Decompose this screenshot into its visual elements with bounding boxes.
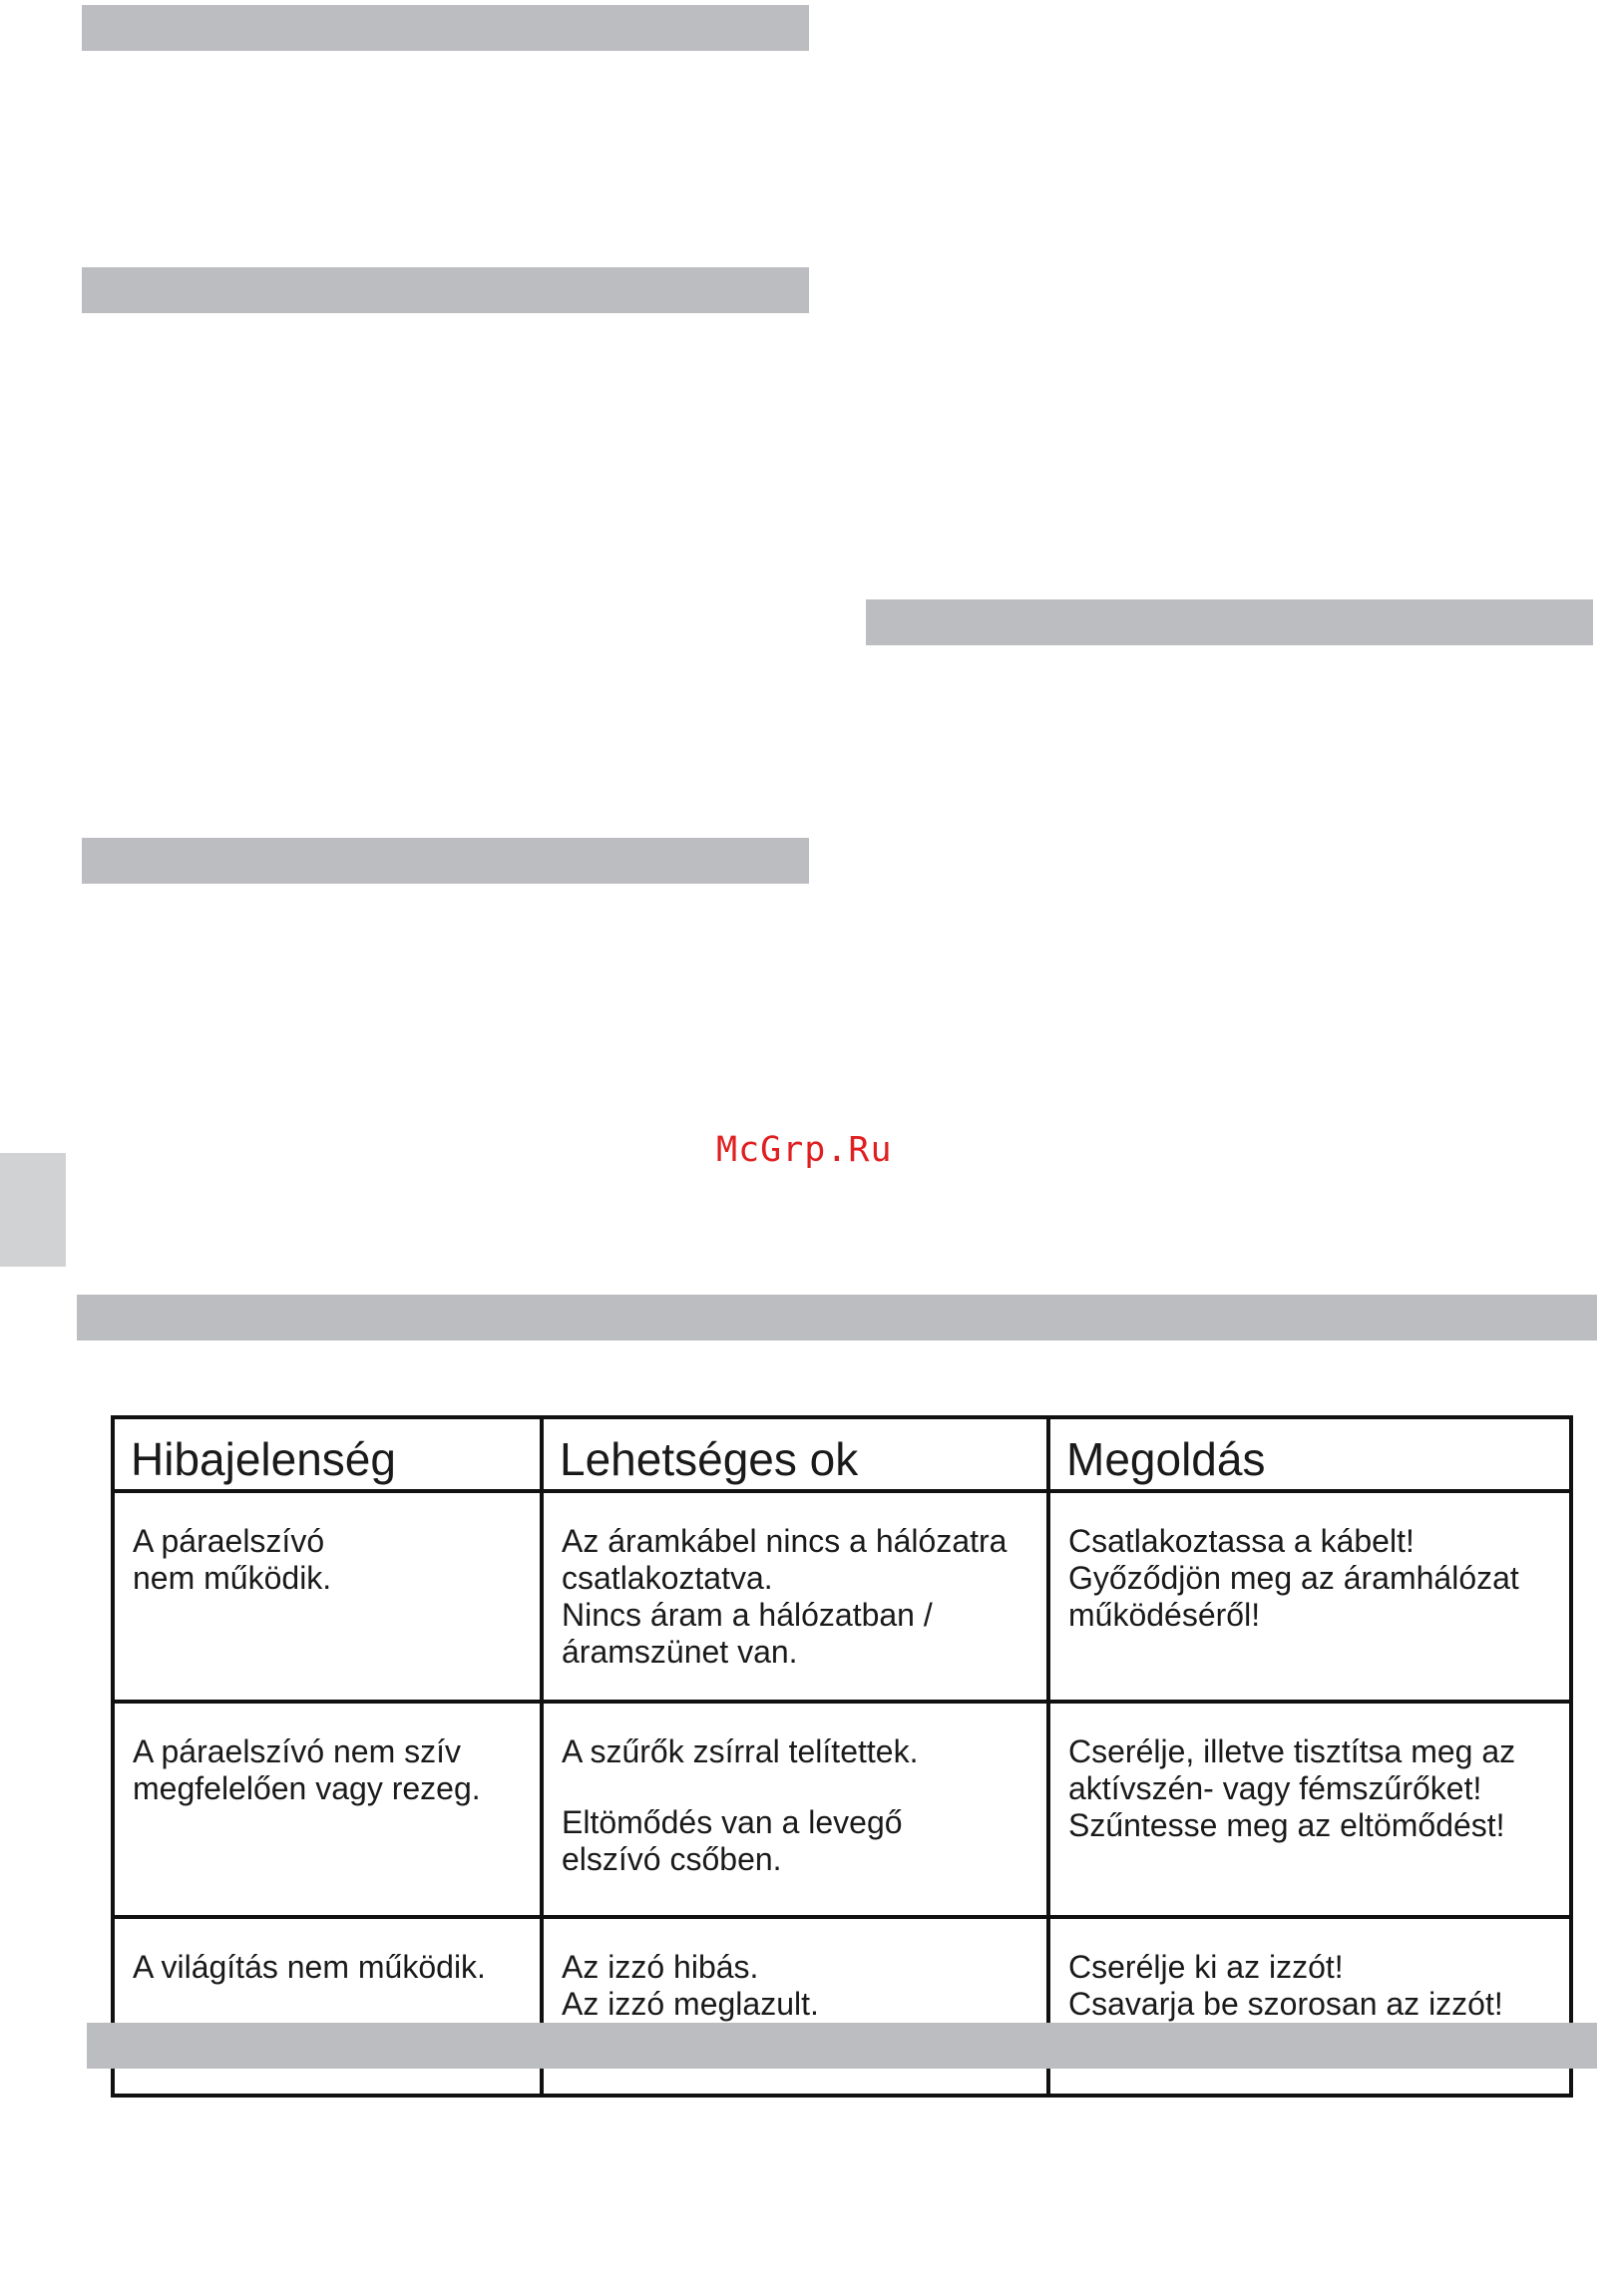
cause-cell [542,1702,1048,1917]
cell-line: Cserélje, illetve tisztítsa meg az [1068,1733,1516,1769]
solution-cell [1048,1491,1571,1702]
column-header-solution: Megoldás [1048,1417,1571,1491]
cell-line: nem működik. [133,1560,332,1596]
cell-line: megfelelően vagy rezeg. [133,1770,481,1806]
cell-line: Az izzó meglazult. [562,1986,819,2022]
section-header-bar [87,2023,1597,2069]
cell-line: Nincs áram a hálózatban / [562,1597,933,1633]
solution-cell [1048,1702,1571,1917]
table-row [113,1491,1571,1702]
cell-spacer [562,1770,1036,1804]
cause-cell [542,1491,1048,1702]
page-side-tab [0,1153,66,1267]
cell-line: A világítás nem működik. [133,1949,486,1985]
table-row [113,1702,1571,1917]
cell-line: áramszünet van. [562,1634,798,1670]
column-header-symptom: Hibajelenség [113,1417,542,1491]
cell-line: Az izzó hibás. [562,1949,759,1985]
cause-cell [542,1917,1048,2096]
solution-cell [1048,1917,1571,2096]
cell-line: Csavarja be szorosan az izzót! [1068,1986,1503,2022]
section-header-bar [82,5,809,51]
cell-line: Eltömődés van a levegő [562,1804,903,1840]
cell-line: A páraelszívó nem szív [133,1733,462,1769]
section-header-bar [77,1295,1597,1340]
cell-line: csatlakoztatva. [562,1560,773,1596]
watermark: McGrp.Ru [716,1130,893,1170]
section-header-bar [82,838,809,884]
troubleshooting-table [111,1415,1573,2098]
symptom-cell [113,1702,542,1917]
cell-line: Cserélje ki az izzót! [1068,1949,1344,1985]
cell-line: Csatlakoztassa a kábelt! [1068,1523,1415,1559]
cell-line: működéséről! [1068,1597,1261,1633]
section-header-bar [866,599,1593,645]
section-header-bar [82,267,809,313]
symptom-cell [113,1491,542,1702]
cell-line: Szűntesse meg az eltömődést! [1068,1807,1505,1843]
cell-line: Az áramkábel nincs a hálózatra [562,1523,1008,1559]
cell-line: elszívó csőben. [562,1841,782,1877]
table-row [113,1917,1571,2096]
cell-line: aktívszén- vagy fémszűrőket! [1068,1770,1482,1806]
table-header-row [113,1417,1571,1491]
cell-line: A páraelszívó [133,1523,325,1559]
column-header-cause: Lehetséges ok [542,1417,1048,1491]
symptom-cell [113,1917,542,2096]
cell-line: Győződjön meg az áramhálózat [1068,1560,1519,1596]
cell-line: A szűrők zsírral telítettek. [562,1733,919,1769]
